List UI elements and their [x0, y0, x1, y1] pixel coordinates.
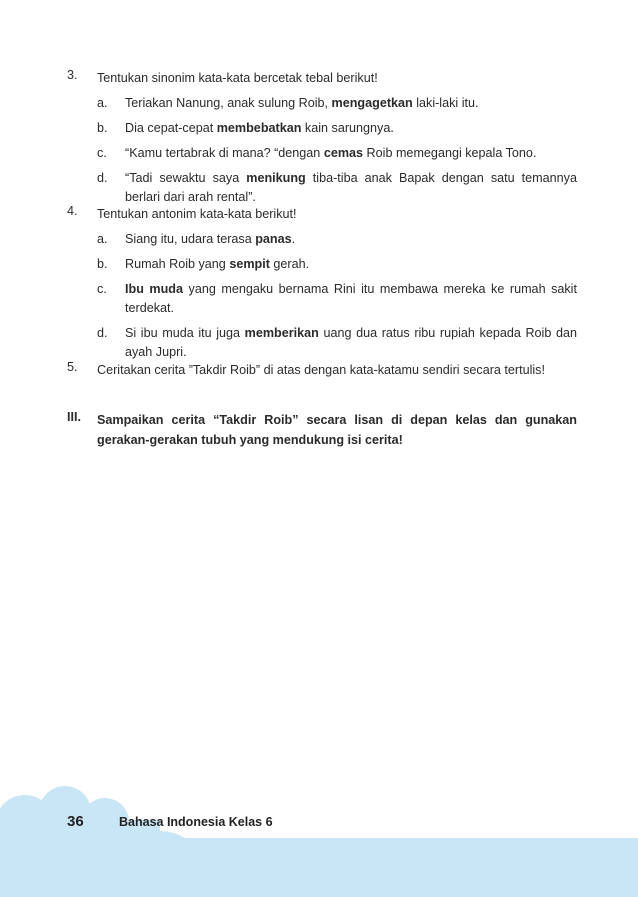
bold-word: cemas [323, 146, 364, 160]
question-text: Ceritakan cerita ”Takdir Roib” di atas dengan kata-katamu sendiri secara tertulis! [97, 363, 545, 377]
item-letter: c. [97, 146, 107, 160]
question-5 [67, 360, 577, 380]
item-letter: a. [97, 96, 108, 110]
page-number: 36 [67, 813, 84, 830]
item-text: Dia cepat-cepat membebatkan kain sarungnya. [125, 121, 394, 135]
bold-word: mengagetkan [331, 96, 413, 110]
bold-word: menikung [246, 171, 306, 185]
book-title: Bahasa Indonesia Kelas 6 [119, 815, 273, 829]
list-item [97, 280, 577, 318]
item-text: “Kamu tertabrak di mana? “dengan cemas Roib memegangi kepala Tono. [125, 146, 537, 160]
list-item [97, 119, 577, 138]
item-text: “Tadi sewaktu saya menikung tiba-tiba anak Bapak dengan satu temannya berlari dari arah rental”. [125, 171, 577, 204]
bold-word: panas [255, 232, 292, 246]
question-text: Tentukan antonim kata-kata berikut! [97, 207, 297, 221]
item-text: Si ibu muda itu juga memberikan uang dua ratus ribu rupiah kepada Roib dan ayah Jupri. [125, 326, 577, 359]
item-letter: b. [97, 257, 108, 271]
question-3 [67, 68, 577, 207]
bold-word: sempit [229, 257, 270, 271]
item-letter: b. [97, 121, 108, 135]
item-letter: a. [97, 232, 108, 246]
list-item [97, 230, 577, 249]
list-item [97, 144, 577, 163]
list-item [97, 324, 577, 362]
list-item [97, 169, 577, 207]
bold-word: membebatkan [216, 121, 302, 135]
section-number: III. [67, 410, 81, 424]
bold-word: memberikan [244, 326, 319, 340]
item-text: Teriakan Nanung, anak sulung Roib, mengagetkan laki-laki itu. [125, 96, 479, 110]
list-item [97, 94, 577, 113]
list-item [97, 255, 577, 274]
question-number: 4. [67, 204, 78, 218]
bold-word: Ibu muda [125, 282, 183, 296]
question-4 [67, 204, 577, 362]
question-text: Tentukan sinonim kata-kata bercetak tebal berikut! [97, 71, 378, 85]
item-text: Ibu muda yang mengaku bernama Rini itu membawa mereka ke rumah sakit terdekat. [125, 282, 577, 315]
item-text: Siang itu, udara terasa panas. [125, 232, 296, 246]
item-text: Rumah Roib yang sempit gerah. [125, 257, 310, 271]
section-3-task [67, 410, 577, 450]
item-letter: d. [97, 326, 108, 340]
footer-cloud [0, 780, 638, 897]
question-number: 5. [67, 360, 78, 374]
section-text: Sampaikan cerita “Takdir Roib” secara lisan di depan kelas dan gunakan gerakan-gerakan tubuh yang mendukung isi cerita! [97, 413, 577, 447]
question-number: 3. [67, 68, 78, 82]
item-letter: d. [97, 171, 108, 185]
item-letter: c. [97, 282, 107, 296]
